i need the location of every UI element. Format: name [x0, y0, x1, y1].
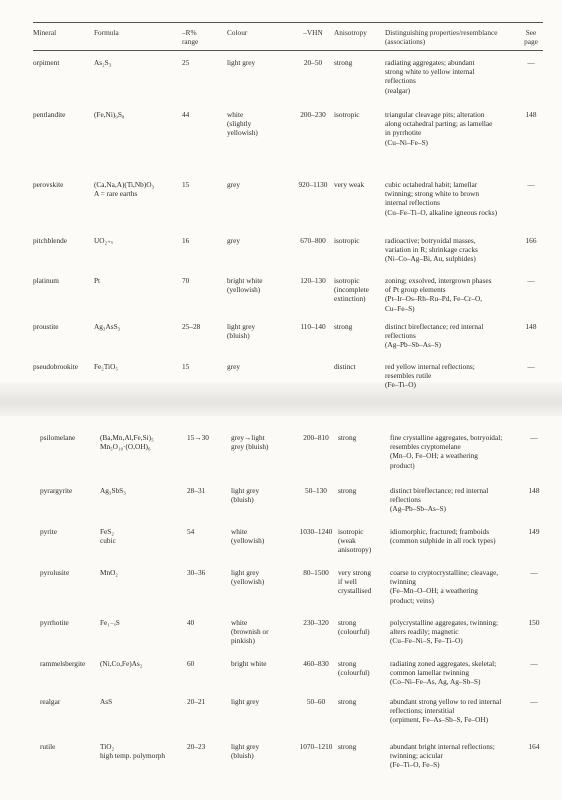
cell-see-page: —: [530, 697, 538, 706]
cell-anisotropy: distinct: [334, 362, 356, 371]
cell-vhn: 920–1130: [298, 180, 328, 189]
cell-formula: (Ni,Co,Fe)As₂: [100, 659, 143, 668]
cell-colour: grey→light grey (bluish): [231, 433, 269, 452]
cell-anisotropy: very strong if well crystallised: [338, 568, 372, 596]
cell-vhn: 1030–1240: [299, 527, 333, 536]
cell-vhn: 670–800: [300, 236, 326, 245]
cell-name: pyrargyrite: [40, 486, 73, 495]
cell-properties: abundant bright internal reflections; twinning; acicular (Fe–Ti–O, Fe–S): [390, 742, 495, 770]
cell-anisotropy: strong: [338, 697, 357, 706]
cell-properties: abundant strong yellow to red internal reflections; interstitial (orpiment, Fe–As–Sb–S, Fe–OH): [390, 697, 502, 725]
cell-name: platinum: [33, 276, 59, 285]
cell-vhn: 110–140: [300, 322, 326, 331]
cell-anisotropy: very weak: [334, 180, 365, 189]
cell-name: rutile: [40, 742, 56, 751]
cell-formula: Fe₂TiO₅: [94, 362, 118, 371]
cell-formula: UO₂₊ₓ: [94, 236, 114, 245]
cell-vhn: 200–230: [300, 110, 326, 119]
cell-see-page: 166: [525, 236, 537, 245]
cell-formula: Pt: [94, 276, 101, 285]
cell-properties: triangular cleavage pits; alteration along octahedral parting; as lamellae in pyrrhotite (Cu–Ni–Fe–S): [385, 110, 493, 147]
header-range: –R% range: [182, 28, 199, 47]
header-formula: Formula: [94, 28, 119, 37]
cell-range: 70: [182, 276, 190, 285]
cell-name: orpiment: [33, 58, 60, 67]
cell-range: 28–31: [187, 486, 206, 495]
cell-colour: white (brownish or pinkish): [231, 618, 269, 646]
cell-see-page: 148: [525, 322, 537, 331]
cell-formula: AsS: [100, 697, 113, 706]
cell-see-page: 148: [528, 486, 540, 495]
cell-anisotropy: isotropic: [334, 110, 360, 119]
cell-name: rammelsbergite: [40, 659, 86, 668]
cell-colour: grey: [227, 180, 240, 189]
cell-formula: (Fe,Ni)₉S₈: [94, 110, 125, 119]
cell-range: 15→30: [187, 433, 209, 442]
cell-name: realgar: [40, 697, 61, 706]
header-mineral: Mineral: [33, 28, 57, 37]
cell-vhn: 80–1500: [303, 568, 329, 577]
cell-vhn: 120–130: [300, 276, 326, 285]
cell-anisotropy: strong: [338, 433, 357, 442]
cell-name: proustite: [33, 322, 59, 331]
cell-vhn: 200–810: [303, 433, 329, 442]
cell-properties: radiating zoned aggregates, skeletal; common lamellar twinning (Co–Ni–Fe–As, Ag, Ag–Sb–S): [390, 659, 497, 687]
cell-range: 25–28: [182, 322, 201, 331]
cell-properties: distinct bireflectance; red internal reflections (Ag–Pb–Sb–As–S): [390, 486, 489, 514]
header-see-page: See page: [524, 28, 538, 47]
cell-formula: Ag₃SbS₃: [100, 486, 126, 495]
cell-name: perovskite: [33, 180, 64, 189]
cell-vhn: 50–60: [306, 697, 326, 706]
cell-name: pyrrhotite: [40, 618, 69, 627]
cell-vhn: 1070–1210: [299, 742, 333, 751]
cell-colour: light grey: [231, 697, 260, 706]
cell-properties: fine crystalline aggregates, botryoidal; resembles cryptomelane (Mn–O, Fe–OH; a weathering product): [390, 433, 503, 470]
table-top-rule: [33, 22, 543, 23]
cell-properties: zoning; exsolved, intergrown phases of Pt group elements (Pt–Ir–Os–Rh–Ru–Pd, Fe–Cr–O, Cu–Fe–S): [385, 276, 492, 313]
cell-colour: light grey (bluish): [231, 486, 260, 505]
cell-anisotropy: isotropic (incomplete extinction): [334, 276, 369, 304]
cell-see-page: —: [530, 568, 538, 577]
cell-see-page: 164: [528, 742, 540, 751]
cell-range: 44: [182, 110, 190, 119]
cell-vhn: 50–130: [305, 486, 327, 495]
cell-colour: bright white (yellowish): [227, 276, 263, 295]
cell-range: 20–21: [187, 697, 206, 706]
cell-colour: grey: [227, 362, 240, 371]
cell-name: pseudobrookite: [33, 362, 78, 371]
cell-formula: FeS₂ cubic: [100, 527, 116, 546]
cell-see-page: —: [527, 58, 535, 67]
cell-formula: Fe₁₋ₓS: [100, 618, 120, 627]
cell-range: 40: [187, 618, 195, 627]
cell-name: pentlandite: [33, 110, 66, 119]
cell-colour: light grey: [227, 58, 256, 67]
cell-name: pitchblende: [33, 236, 68, 245]
cell-range: 54: [187, 527, 195, 536]
cell-range: 30–36: [187, 568, 206, 577]
cell-properties: distinct bireflectance; red internal reflections (Ag–Pb–Sb–As–S): [385, 322, 484, 350]
cell-see-page: 148: [525, 110, 537, 119]
cell-range: 25: [182, 58, 190, 67]
cell-properties: polycrystalline aggregates, twinning; alters readily; magnetic (Cu–Fe–Ni–S, Fe–Ti–O): [390, 618, 499, 646]
header-bottom-rule: [33, 50, 543, 51]
cell-colour: light grey (yellowish): [231, 568, 265, 587]
cell-anisotropy: strong: [334, 322, 353, 331]
cell-anisotropy: strong (colourful): [338, 659, 370, 678]
cell-colour: bright white: [231, 659, 267, 668]
cell-name: psilomelane: [40, 433, 76, 442]
cell-vhn: 20–50: [303, 58, 323, 67]
cell-range: 20–23: [187, 742, 206, 751]
cell-see-page: —: [527, 276, 535, 285]
cell-anisotropy: isotropic: [334, 236, 360, 245]
cell-properties: idiomorphic, fractured; framboids (common sulphide in all rock types): [390, 527, 496, 546]
cell-properties: coarse to cryptocrystalline; cleavage, twinning (Fe–Mn–O–OH; a weathering product; veins): [390, 568, 499, 605]
cell-formula: TiO₂ high temp. polymorph: [100, 742, 166, 761]
header-properties: Distinguishing properties/resemblance (associations): [385, 28, 498, 47]
cell-vhn: 230–320: [303, 618, 329, 627]
header-vhn: –VHN: [303, 28, 323, 37]
cell-colour: grey: [227, 236, 240, 245]
cell-anisotropy: isotropic (weak anisotropy): [338, 527, 372, 555]
cell-formula: MnO₂: [100, 568, 118, 577]
cell-colour: white (yellowish): [231, 527, 265, 546]
cell-see-page: 150: [528, 618, 540, 627]
header-anisotropy: Anisotropy: [334, 28, 367, 37]
cell-properties: radiating aggregates; abundant strong white to yellow internal reflections (realgar): [385, 58, 475, 95]
cell-colour: light grey (bluish): [231, 742, 260, 761]
cell-properties: cubic octahedral habit; lamellar twinning; strong white to brown internal reflections (Cu–Fe–Ti–O, alkaline igneous rocks): [385, 180, 498, 217]
cell-anisotropy: strong: [338, 742, 357, 751]
cell-formula: Ag₃AsS₃: [94, 322, 121, 331]
cell-formula: As₂S₃: [94, 58, 112, 67]
cell-name: pyrolusite: [40, 568, 70, 577]
cell-colour: white (slightly yellowish): [227, 110, 258, 138]
cell-properties: red yellow internal reflections; resembles rutile (Fe–Ti–O): [385, 362, 475, 390]
cell-range: 16: [182, 236, 190, 245]
cell-see-page: —: [527, 180, 535, 189]
cell-formula: (Ba,Mn,Al,Fe,Si)₅ Mn₅O₁₀·(O,OH)₆: [100, 433, 154, 452]
cell-anisotropy: strong: [334, 58, 353, 67]
cell-see-page: 149: [528, 527, 540, 536]
cell-vhn: 460–830: [303, 659, 329, 668]
cell-properties: radioactive; botryoidal masses, variation in R; shrinkage cracks (Ni–Co–Ag–Bi, Au, sulphides): [385, 236, 478, 264]
cell-name: pyrite: [40, 527, 58, 536]
cell-see-page: —: [530, 433, 538, 442]
cell-see-page: —: [527, 362, 535, 371]
cell-formula: (Ca,Na,A)(Ti,Nb)O₃ A = rare earths: [94, 180, 155, 199]
cell-range: 15: [182, 180, 190, 189]
cell-see-page: —: [530, 659, 538, 668]
header-colour: Colour: [227, 28, 248, 37]
cell-range: 15: [182, 362, 190, 371]
cell-range: 60: [187, 659, 195, 668]
cell-colour: light grey (bluish): [227, 322, 256, 341]
cell-anisotropy: strong: [338, 486, 357, 495]
cell-anisotropy: strong (colourful): [338, 618, 370, 637]
